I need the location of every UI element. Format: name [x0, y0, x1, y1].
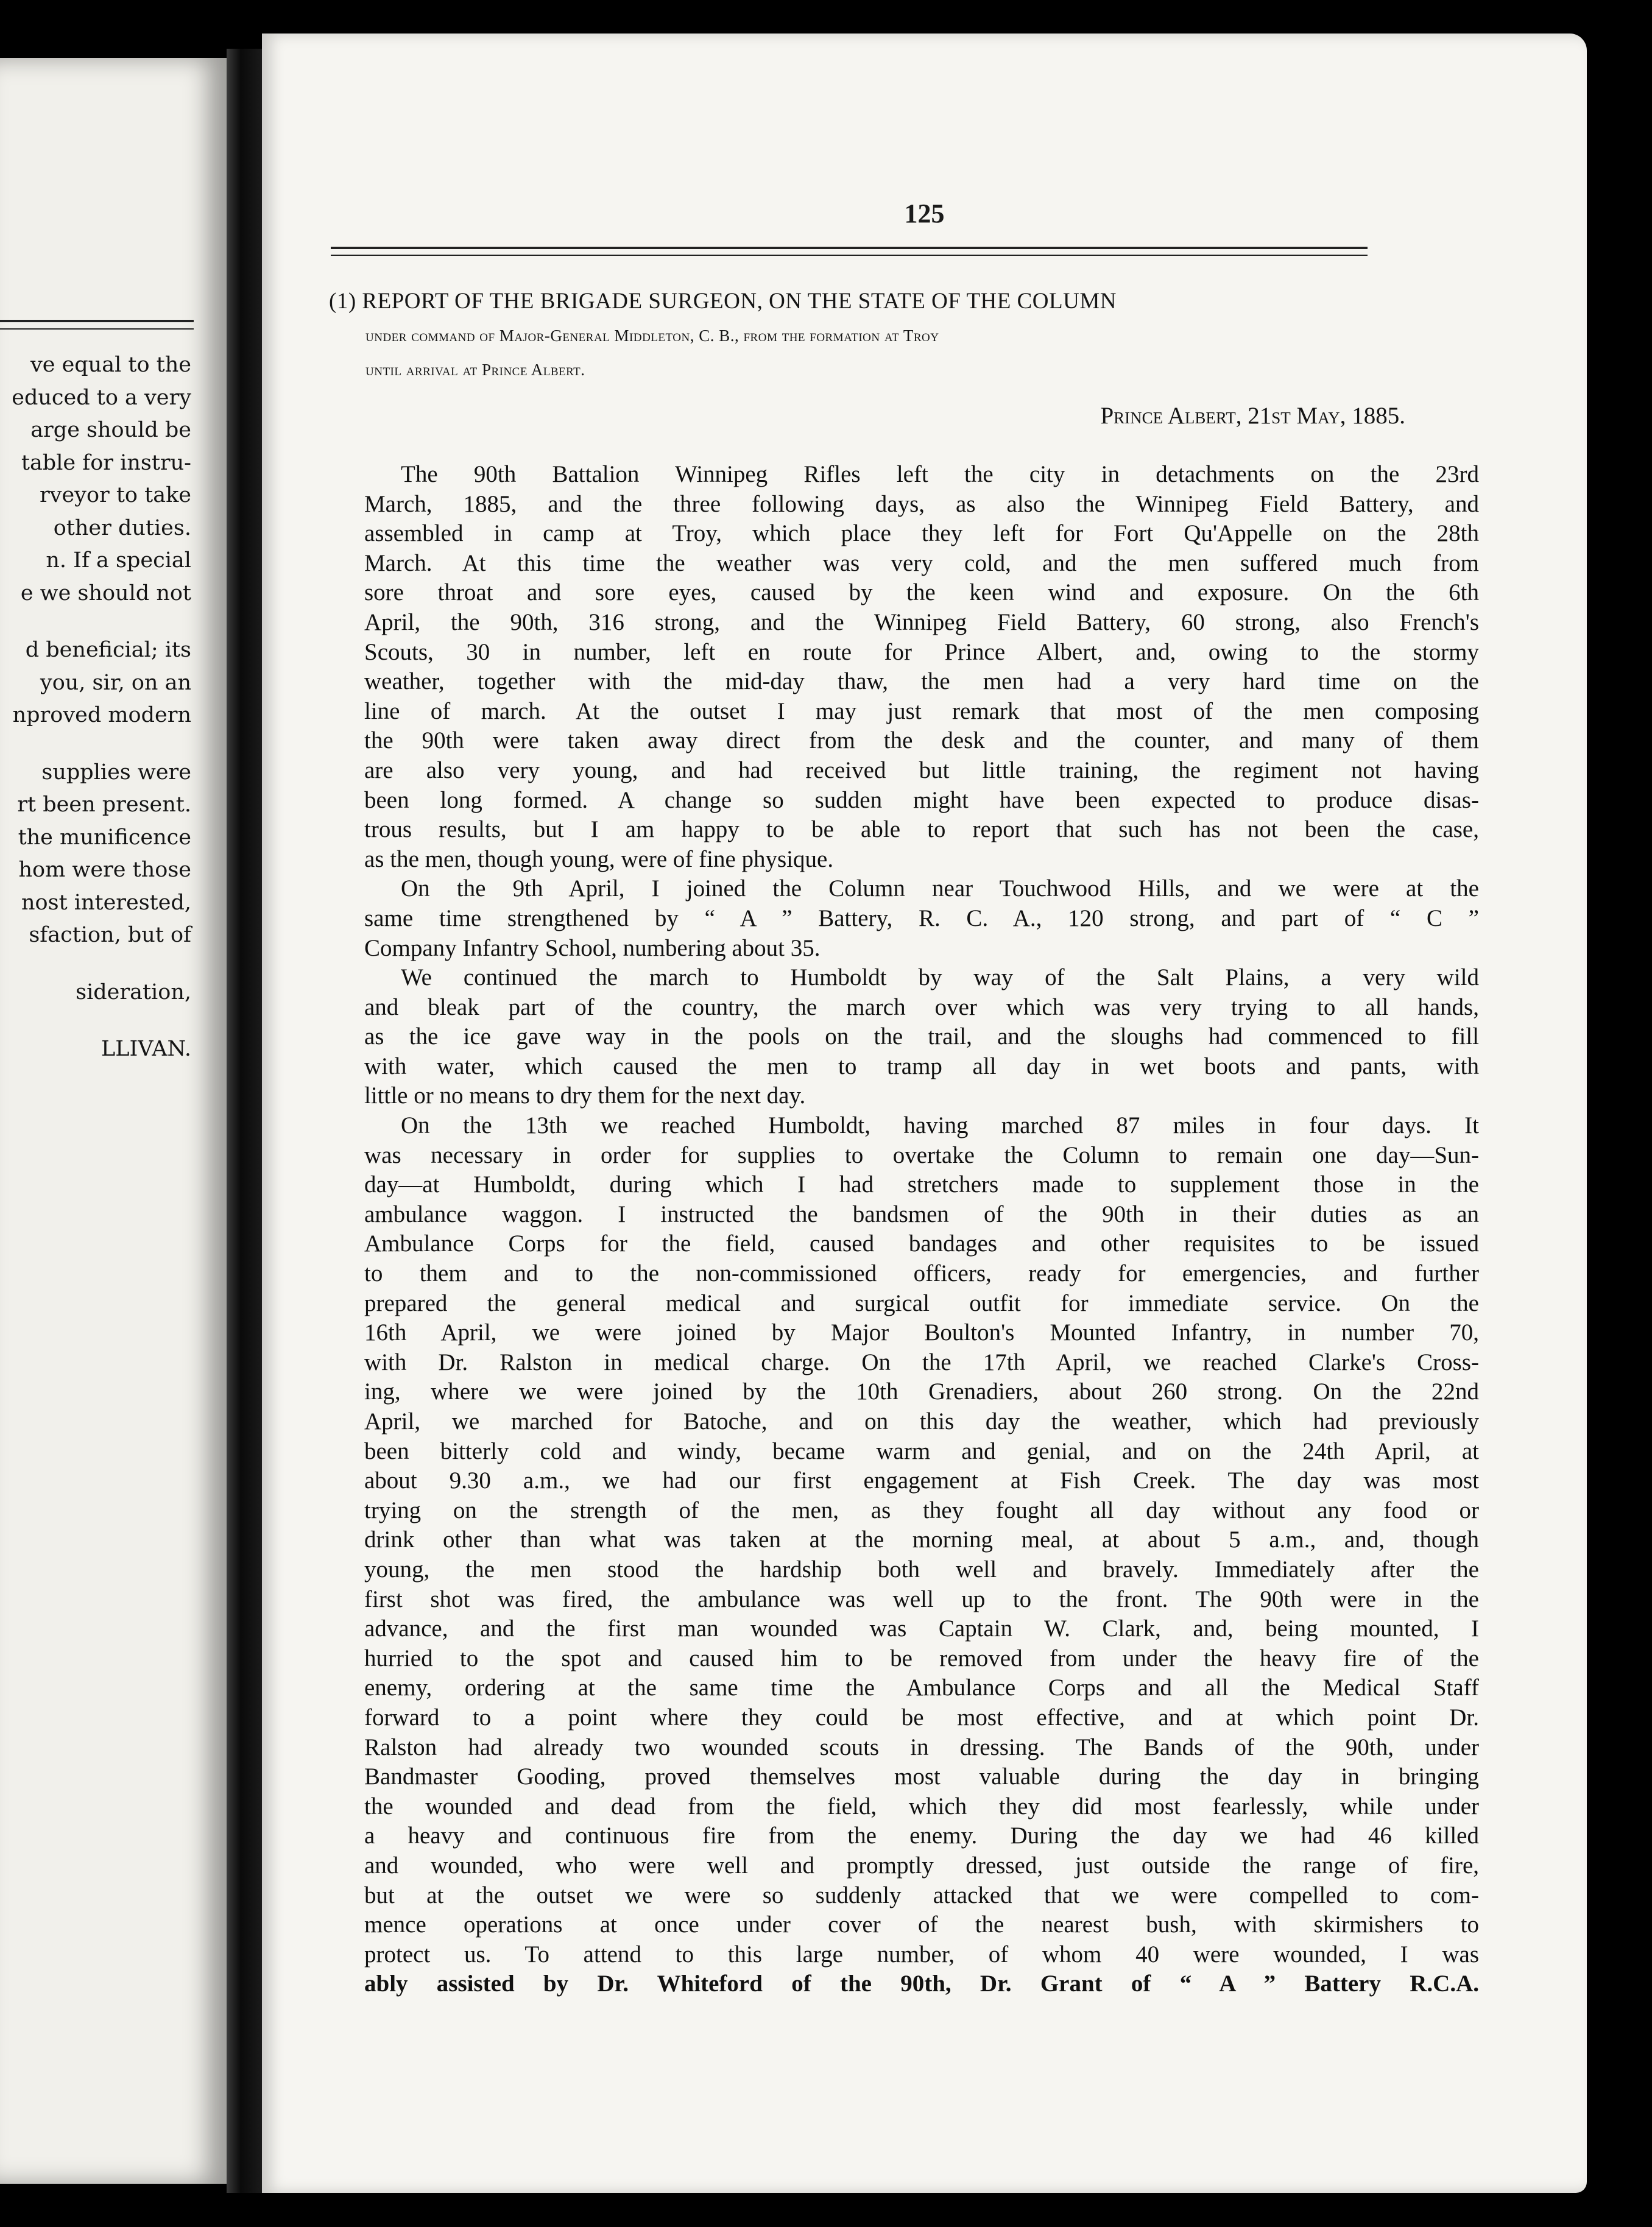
left-page-gap: [0, 1009, 191, 1033]
body-line: the wounded and dead from the field, which they did most fearlessly, while under: [364, 1793, 1479, 1819]
body-line: mence operations at once under cover of the nearest bush, with skirmishers to: [364, 1911, 1479, 1938]
body-line: with Dr. Ralston in medical charge. On the 17th April, we reached Clarke's Cross-: [364, 1349, 1479, 1375]
left-page-gap: [0, 952, 191, 976]
left-page-line: n. If a special: [46, 548, 191, 573]
left-page-line: nproved modern: [12, 703, 191, 727]
body-line: trying on the strength of the men, as they fought all day without any food or: [364, 1497, 1479, 1523]
body-line: Ralston had already two wounded scouts in dressing. The Bands of the 90th, under: [364, 1734, 1479, 1760]
heading-line-1: (1) REPORT OF THE BRIGADE SURGEON, ON THE STATE OF THE COLUMN: [329, 289, 1117, 314]
body-line: assembled in camp at Troy, which place they left for Fort Qu'Appelle on the 28th: [364, 520, 1479, 547]
body-line: are also very young, and had received but little training, the regiment not having: [364, 757, 1479, 783]
body-line: and bleak part of the country, the march over which was very trying to all hands,: [364, 994, 1479, 1020]
body-line: Ambulance Corps for the field, caused bandages and other requisites to be issued: [364, 1230, 1479, 1257]
left-page-gap: [0, 610, 191, 634]
body-line: been bitterly cold and windy, became warm and genial, and on the 24th April, at: [364, 1438, 1479, 1464]
body-line: ably assisted by Dr. Whiteford of the 90th, Dr. Grant of “ A ” Battery R.C.A.: [364, 1971, 1479, 1997]
report-body: [364, 460, 1479, 1999]
left-page-line: nost interested,: [21, 890, 191, 915]
body-line: line of march. At the outset I may just remark that most of the men composing: [364, 697, 1479, 724]
left-page-text: [0, 349, 191, 1066]
main-page: [262, 34, 1587, 2193]
left-page-line: educed to a very: [12, 385, 191, 410]
page-number: 125: [904, 199, 945, 228]
body-line: prepared the general medical and surgical outfit for immediate service. On the: [364, 1290, 1479, 1316]
dateline: Prince Albert, 21st May, 1885.: [1100, 403, 1405, 429]
left-page-line: e we should not: [20, 581, 191, 605]
body-line: forward to a point where they could be most effective, and at which point Dr.: [364, 1704, 1479, 1731]
body-line: April, we marched for Batoche, and on this day the weather, which had previously: [364, 1408, 1479, 1435]
left-page-line: you, sir, on an: [40, 670, 191, 695]
left-page-line: hom were those: [18, 858, 191, 882]
body-line: about 9.30 a.m., we had our first engagement at Fish Creek. The day was most: [364, 1467, 1479, 1494]
left-page-line: LLIVAN.: [101, 1037, 191, 1061]
body-line: first shot was fired, the ambulance was well up to the front. The 90th were in the: [364, 1586, 1479, 1612]
body-line: drink other than what was taken at the morning meal, at about 5 a.m., and, though: [364, 1526, 1479, 1553]
left-page-line: ve equal to the: [30, 353, 191, 377]
body-line: enemy, ordering at the same time the Ambulance Corps and all the Medical Staff: [364, 1675, 1479, 1701]
left-page-line: other duties.: [53, 515, 191, 540]
body-line: a heavy and continuous fire from the enemy. During the day we had 46 killed: [364, 1823, 1479, 1849]
body-line: On the 13th we reached Humboldt, having marched 87 miles in four days. It: [401, 1112, 1479, 1139]
body-line: Scouts, 30 in number, left en route for Prince Albert, and, owing to the stormy: [364, 638, 1479, 665]
heading-line-2: under command of Major-General Middleton, C. B., from the formation at Troy: [365, 326, 939, 345]
body-line: ambulance waggon. I instructed the bandsmen of the 90th in their duties as an: [364, 1201, 1479, 1227]
left-page-gap: [0, 732, 191, 757]
body-line: but at the outset we were so suddenly attacked that we were compelled to com-: [364, 1882, 1479, 1908]
body-line: was necessary in order for supplies to overtake the Column to remain one day—Sun-: [364, 1142, 1479, 1168]
left-page-line: sideration,: [76, 979, 191, 1004]
body-line: weather, together with the mid-day thaw, the men had a very hard time on the: [364, 668, 1479, 695]
body-line: March, 1885, and the three following days, as also the Winnipeg Field Battery, and: [364, 490, 1479, 517]
body-line: sore throat and sore eyes, caused by the keen wind and exposure. On the 6th: [364, 579, 1479, 606]
body-line: trous results, but I am happy to be able to report that such has not been the case,: [364, 816, 1479, 843]
body-line: March. At this time the weather was very cold, and the men suffered much from: [364, 549, 1479, 576]
body-line: We continued the march to Humboldt by way of the Salt Plains, a very wild: [401, 964, 1479, 991]
body-line: Company Infantry School, numbering about 35.: [364, 934, 821, 961]
left-page-line: rveyor to take: [39, 483, 191, 507]
body-line: protect us. To attend to this large number, of whom 40 were wounded, I was: [364, 1941, 1479, 1968]
report-heading: [329, 284, 1377, 387]
left-page-line: the munificence: [18, 825, 191, 850]
body-line: to them and to the non-commissioned officers, ready for emergencies, and further: [364, 1260, 1479, 1287]
body-line: 16th April, we were joined by Major Boulton's Mounted Infantry, in number 70,: [364, 1319, 1479, 1346]
left-page-line: sfaction, but of: [29, 923, 191, 947]
body-line: advance, and the first man wounded was Captain W. Clark, and, being mounted, I: [364, 1615, 1479, 1642]
body-line: hurried to the spot and caused him to be removed from under the heavy fire of the: [364, 1645, 1479, 1671]
book-gutter: [227, 49, 262, 2193]
body-line: day—at Humboldt, during which I had stretchers made to supplement those in the: [364, 1171, 1479, 1198]
body-line: and wounded, who were well and promptly dressed, just outside the range of fire,: [364, 1852, 1479, 1879]
body-line: young, the men stood the hardship both well and bravely. Immediately after the: [364, 1556, 1479, 1583]
body-line: with water, which caused the men to tramp all day in wet boots and pants, with: [364, 1053, 1479, 1079]
body-line: ing, where we were joined by the 10th Grenadiers, about 260 strong. On the 22nd: [364, 1378, 1479, 1405]
left-page-line: rt been present.: [17, 792, 191, 817]
left-page-line: arge should be: [30, 418, 191, 442]
left-facing-page: [0, 58, 227, 2184]
header-rule: [331, 247, 1368, 256]
left-page-rule: [0, 320, 194, 330]
body-line: On the 9th April, I joined the Column near Touchwood Hills, and we were at the: [401, 875, 1479, 902]
left-page-line: supplies were: [41, 760, 191, 785]
body-line: The 90th Battalion Winnipeg Rifles left the city in detachments on the 23rd: [401, 461, 1479, 487]
body-line: same time strengthened by “ A ” Battery, R. C. A., 120 strong, and part of “ C ”: [364, 905, 1479, 931]
body-line: as the men, though young, were of fine physique.: [364, 845, 834, 872]
body-line: the 90th were taken away direct from the desk and the counter, and many of them: [364, 727, 1479, 754]
body-line: as the ice gave way in the pools on the trail, and the sloughs had commenced to fill: [364, 1023, 1479, 1050]
left-page-line: table for instru-: [21, 450, 191, 475]
body-line: been long formed. A change so sudden might have been expected to produce disas-: [364, 786, 1479, 813]
heading-line-3: until arrival at Prince Albert.: [365, 361, 585, 379]
body-line: little or no means to dry them for the next day.: [364, 1082, 806, 1109]
left-page-line: d beneficial; its: [25, 638, 191, 662]
body-line: April, the 90th, 316 strong, and the Winnipeg Field Battery, 60 strong, also French's: [364, 609, 1479, 635]
body-line: Bandmaster Gooding, proved themselves most valuable during the day in bringing: [364, 1763, 1479, 1790]
